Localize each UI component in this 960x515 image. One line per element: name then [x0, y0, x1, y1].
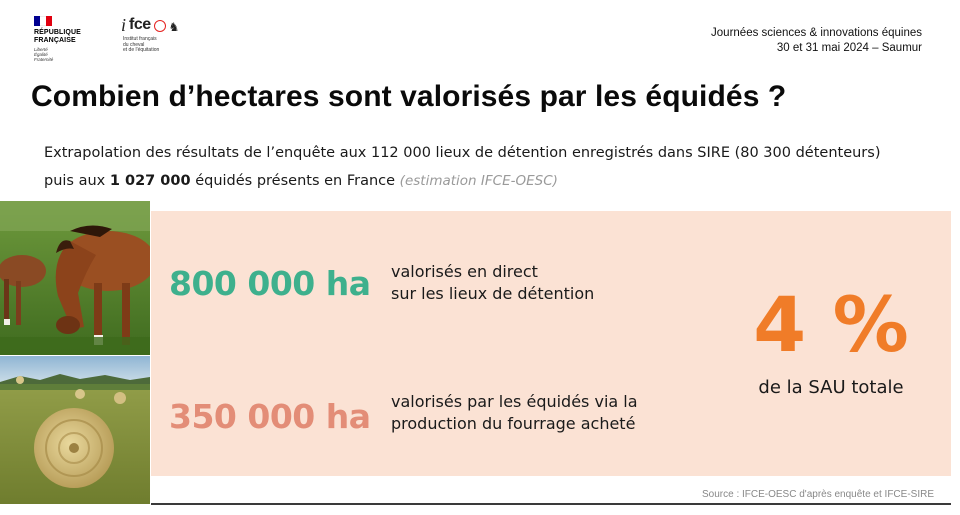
event-name: Journées sciences & innovations équines: [711, 27, 922, 39]
intro-line-2: [44, 167, 880, 195]
intro-estimation-note: (estimation IFCE-OESC): [399, 173, 558, 189]
direct-hectares-description-line: sur les lieux de détention: [391, 284, 595, 303]
direct-hectares-value: 800 000 ha: [169, 264, 371, 303]
rf-motto-line: Liberté: [34, 47, 48, 52]
forage-hectares-description: [391, 391, 638, 435]
ifce-mark-word: fce: [129, 16, 151, 33]
forage-hectares-description-line: production du fourrage acheté: [391, 414, 636, 433]
rf-name-line: FRANÇAISE: [34, 37, 76, 44]
event-info: [711, 26, 922, 56]
sau-share-value: 4 %: [753, 280, 909, 369]
hectares-panel: [151, 211, 951, 476]
intro-line-1: Extrapolation des résultats de l’enquête aux 112 000 lieux de détention enregistrés dans SIRE (80 300 détenteurs): [44, 145, 881, 161]
ifce-circle-icon: [154, 20, 166, 32]
footer-divider: [151, 503, 951, 505]
intro-equid-count: 1 027 000: [109, 173, 191, 189]
ifce-tagline-line: Institut français: [123, 36, 157, 42]
ifce-tagline-line: du cheval: [123, 41, 145, 48]
intro-line-2-suffix: équidés présents en France: [190, 173, 400, 189]
horses-grazing-photo: [0, 201, 150, 355]
rf-name-line: RÉPUBLIQUE: [34, 29, 81, 36]
horse-rider-icon: ♞: [168, 20, 180, 34]
ifce-tagline-line: et de l'équitation: [123, 47, 160, 54]
ifce-logo: [121, 16, 221, 60]
direct-hectares-description-line: valorisés en direct: [391, 262, 538, 281]
rf-motto-line: Fraternité: [34, 57, 54, 62]
rf-motto-line: Égalité: [34, 52, 48, 57]
direct-hectares-description: [391, 261, 594, 305]
french-flag-icon: [34, 16, 52, 26]
intro-text: [44, 139, 880, 195]
sau-share-label: de la SAU totale: [758, 377, 904, 398]
forage-hectares-description-line: valorisés par les équidés via la: [391, 392, 638, 411]
forage-hectares-value: 350 000 ha: [169, 397, 371, 436]
ifce-mark-i: i: [121, 15, 127, 35]
event-date-place: 30 et 31 mai 2024 – Saumur: [776, 42, 922, 54]
slide-title: Combien d’hectares sont valorisés par les équidés ?: [31, 80, 787, 113]
hay-bales-photo: [0, 356, 150, 504]
hay-field-illustration: [0, 356, 150, 504]
republique-francaise-logo: [34, 16, 114, 62]
horses-grazing-illustration: [0, 201, 150, 355]
source-note: Source : IFCE-OESC d'après enquête et IFCE-SIRE: [701, 489, 934, 500]
intro-line-2-prefix: puis aux: [44, 173, 110, 189]
